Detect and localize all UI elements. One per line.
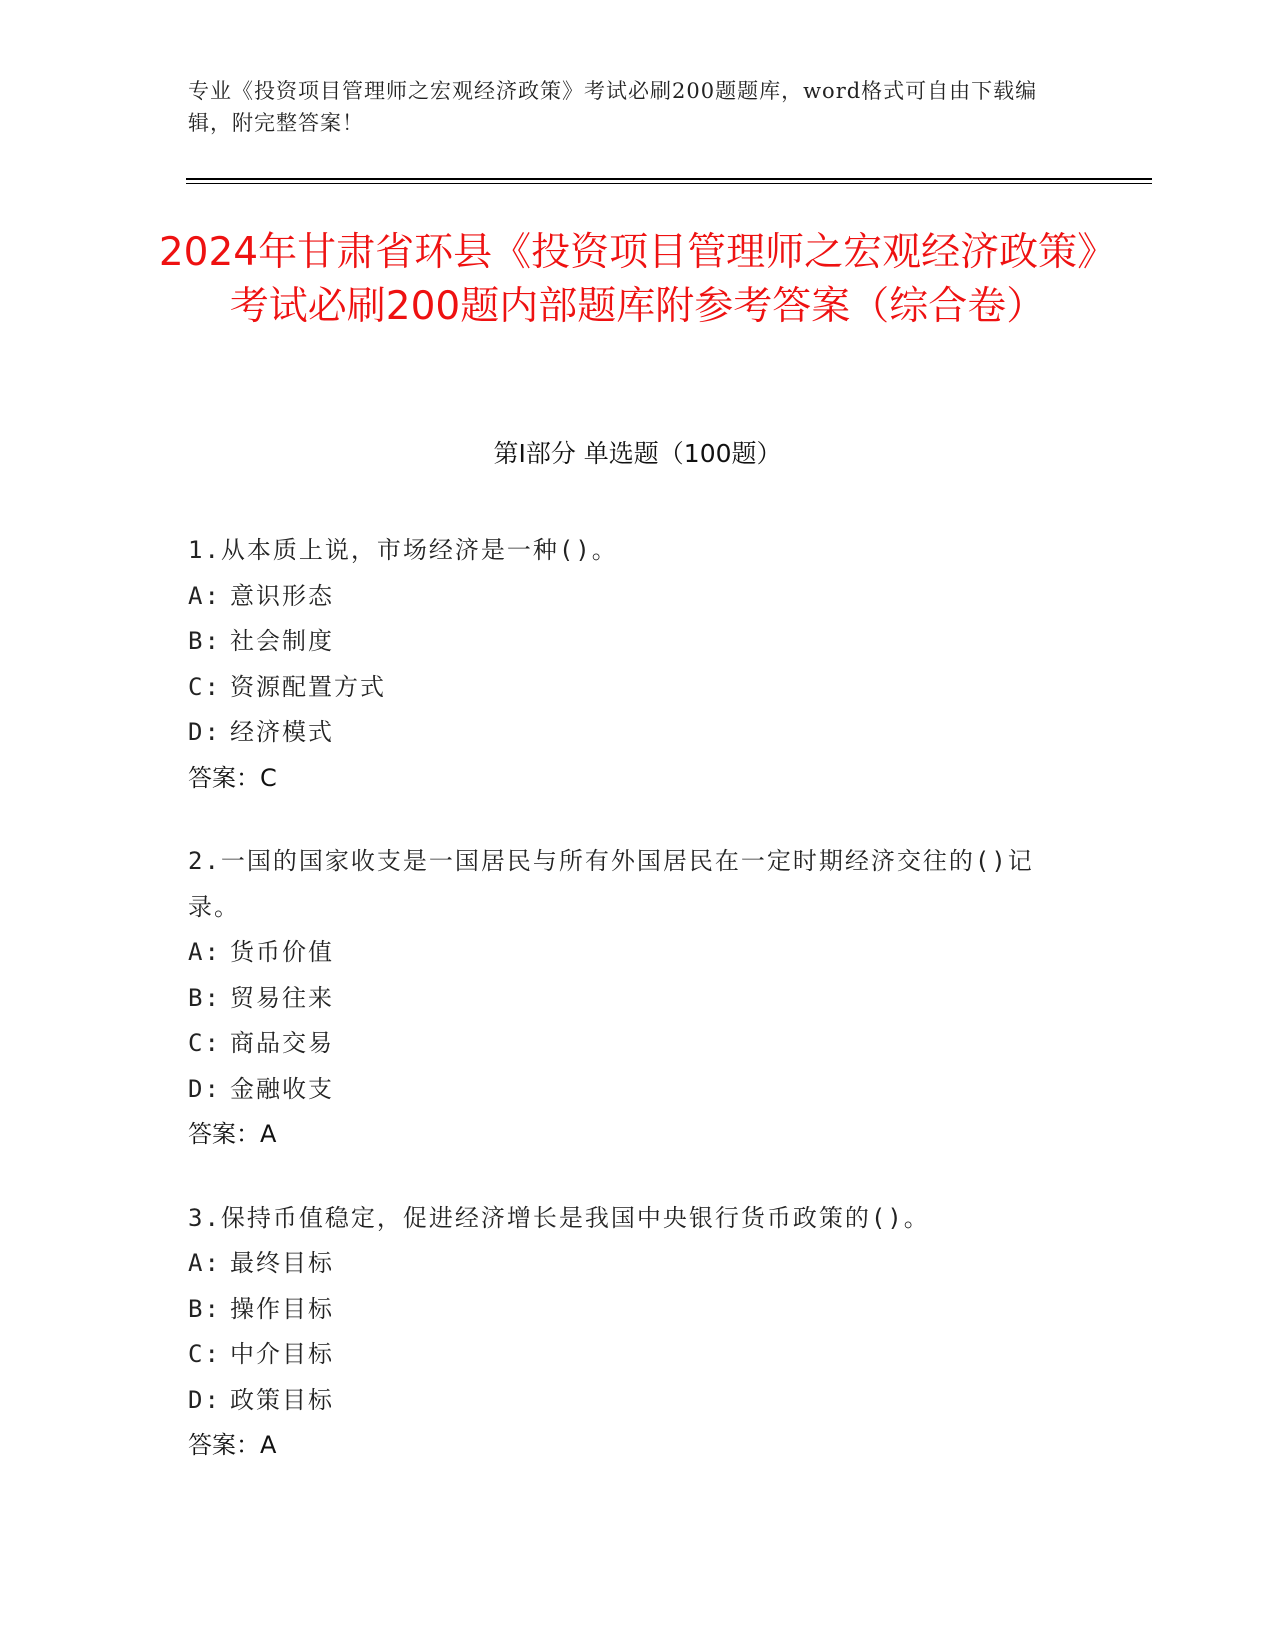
question-stem: 1.从本质上说，市场经济是一种()。 (188, 536, 618, 564)
option-key: A: (188, 938, 221, 966)
option-b (188, 1287, 1068, 1333)
answer: 答案：A (188, 1120, 277, 1148)
document-title: 2024年甘肃省环县《投资项目管理师之宏观经济政策》考试必刷200题内部题库附参考答案（综合卷） (158, 230, 1117, 329)
option-text: 社会制度 (230, 627, 334, 655)
header-rule-thick (186, 178, 1152, 180)
option-key: D: (188, 718, 221, 746)
option-text: 政策目标 (230, 1385, 334, 1414)
option-a (188, 574, 1068, 620)
question-stem: 3.保持币值稳定，促进经济增长是我国中央银行货币政策的()。 (188, 1203, 930, 1232)
option-text: 贸易往来 (230, 983, 334, 1012)
option-a (188, 930, 1068, 976)
option-c (188, 1332, 1068, 1378)
option-key: A: (188, 581, 221, 610)
option-text: 经济模式 (230, 718, 334, 746)
section-title: 第Ⅰ部分 单选题（100题） (493, 439, 782, 468)
option-key: D: (188, 1385, 221, 1414)
option-b (188, 976, 1068, 1022)
option-text: 意识形态 (230, 581, 334, 610)
option-key: A: (188, 1249, 221, 1277)
option-text: 操作目标 (230, 1294, 334, 1323)
option-a (188, 1241, 1068, 1287)
option-key: C: (188, 1029, 221, 1057)
option-text: 货币价值 (230, 938, 334, 966)
option-key: D: (188, 1074, 221, 1103)
answer: 答案：C (188, 763, 277, 792)
answer: 答案：A (188, 1431, 277, 1459)
option-text: 资源配置方式 (230, 672, 386, 701)
option-b (188, 619, 1068, 665)
question-1 (188, 528, 1068, 801)
option-text: 中介目标 (230, 1340, 334, 1368)
header-note: 专业《投资项目管理师之宏观经济政策》考试必刷200题题库，word格式可自由下载编辑，附完整答案！ (188, 79, 1038, 135)
option-key: C: (188, 1340, 221, 1368)
header-rule-thin (186, 183, 1152, 184)
option-d (188, 1067, 1068, 1113)
option-c (188, 665, 1068, 711)
option-key: B: (188, 627, 221, 655)
question-2 (188, 839, 1068, 1158)
question-3 (188, 1196, 1068, 1469)
option-text: 商品交易 (230, 1029, 334, 1057)
option-key: C: (188, 672, 221, 701)
option-d (188, 710, 1068, 756)
option-c (188, 1021, 1068, 1067)
option-d (188, 1378, 1068, 1424)
question-stem: 2.一国的国家收支是一国居民与所有外国居民在一定时期经济交往的()记录。 (188, 847, 1034, 921)
option-key: B: (188, 983, 221, 1012)
option-text: 最终目标 (230, 1249, 334, 1277)
option-text: 金融收支 (230, 1074, 334, 1103)
question-list (188, 528, 1068, 1507)
option-key: B: (188, 1294, 221, 1323)
